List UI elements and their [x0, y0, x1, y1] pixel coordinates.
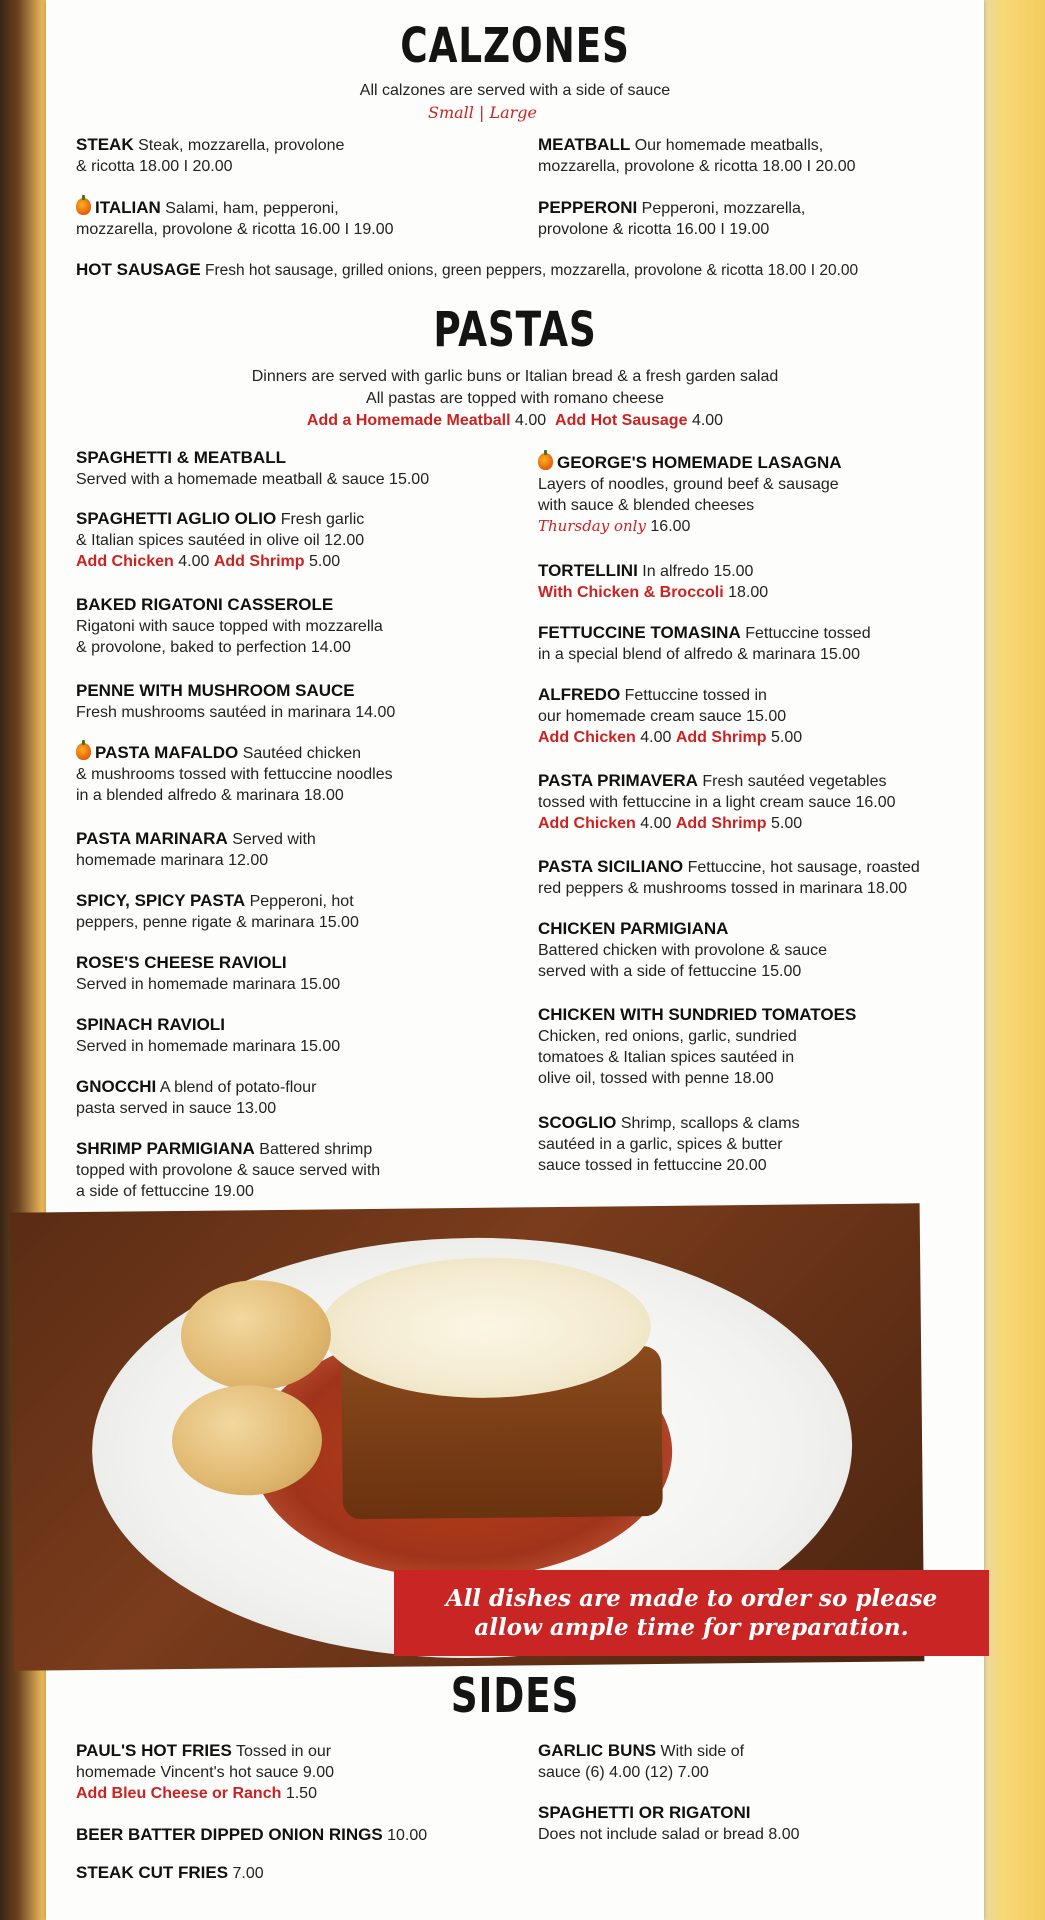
- pasta-tortellini: [538, 560, 978, 603]
- pastas-note-1: Dinners are served with garlic buns or Italian bread & a fresh garden salad: [251, 368, 779, 385]
- item-desc: In alfredo 15.00: [642, 563, 754, 580]
- calzones-note: All calzones are served with a side of sauce: [359, 82, 671, 99]
- item-desc: Rigatoni with sauce topped with mozzarella: [76, 618, 383, 635]
- item-desc: Fresh mushrooms sautéed in marinara 14.00: [76, 704, 396, 721]
- item-name: BEER BATTER DIPPED ONION RINGS: [76, 1825, 383, 1844]
- item-desc: Tossed in our: [235, 1743, 332, 1760]
- item-name: PENNE WITH MUSHROOM SAUCE: [76, 681, 355, 700]
- thursday-note: Thursday only: [538, 517, 646, 535]
- item-desc: Fresh sautéed vegetables: [702, 773, 887, 790]
- item-desc: homemade Vincent's hot sauce 9.00: [76, 1764, 335, 1781]
- pasta-primavera: [538, 770, 988, 834]
- item-desc: Pepperoni, mozzarella,: [641, 200, 806, 217]
- item-price: 16.00: [650, 518, 691, 535]
- item-name: MEATBALL: [538, 135, 631, 154]
- addon-price: 1.50: [285, 1785, 317, 1802]
- item-price: 7.00: [232, 1865, 264, 1882]
- addon-price: 4.00: [178, 553, 210, 570]
- pasta-alfredo: [538, 684, 978, 748]
- pasta-gnocchi: [76, 1076, 516, 1119]
- item-desc: Salami, ham, pepperoni,: [165, 200, 339, 217]
- item-desc: Chicken, red onions, garlic, sundried: [538, 1028, 797, 1045]
- pastas-title: PASTAS: [433, 302, 597, 358]
- hot-pepper-icon: [76, 743, 91, 760]
- addon-label: Add Chicken: [538, 729, 636, 746]
- item-name: PASTA MAFALDO: [95, 743, 239, 762]
- pasta-siciliano: [538, 856, 988, 899]
- addon-meatball-price: 4.00: [514, 412, 547, 429]
- item-desc: tossed with fettuccine in a light cream sauce 16.00: [538, 794, 896, 811]
- item-name: SCOGLIO: [538, 1113, 617, 1132]
- banner-line-1: All dishes are made to order so please: [445, 1585, 938, 1612]
- item-desc: mozzarella, provolone & ricotta 18.00 I 20.00: [538, 158, 856, 175]
- item-name: SPAGHETTI & MEATBALL: [76, 448, 286, 467]
- addon-price: 5.00: [770, 729, 803, 746]
- item-desc: sauce (6) 4.00 (12) 7.00: [538, 1764, 709, 1781]
- item-desc: & mushrooms tossed with fettuccine noodles: [76, 766, 393, 783]
- addon-sausage-price: 4.00: [691, 412, 724, 429]
- item-name: SPAGHETTI AGLIO OLIO: [76, 509, 277, 528]
- pasta-marinara: [76, 828, 516, 871]
- item-name: BAKED RIGATONI CASSEROLE: [76, 595, 334, 614]
- item-desc: served with a side of fettuccine 15.00: [538, 963, 802, 980]
- item-desc: & Italian spices sautéed in olive oil 12.00: [76, 532, 365, 549]
- item-name: PAUL'S HOT FRIES: [76, 1741, 232, 1760]
- side-garlic-buns: [538, 1740, 978, 1783]
- item-desc: Battered chicken with provolone & sauce: [538, 942, 828, 959]
- item-name: ITALIAN: [95, 198, 161, 217]
- addon-label: Add Chicken: [76, 553, 174, 570]
- calzone-italian: [76, 197, 516, 240]
- calzone-hot-sausage: [76, 259, 976, 281]
- pasta-lasagna: [538, 452, 978, 537]
- item-desc: Does not include salad or bread 8.00: [538, 1826, 800, 1843]
- side-spaghetti-rigatoni: [538, 1802, 978, 1845]
- addon-sausage-label: Add Hot Sausage: [555, 412, 688, 429]
- pasta-spinach-ravioli: [76, 1014, 516, 1057]
- addon-meatball-label: Add a Homemade Meatball: [306, 412, 511, 429]
- pasta-cheese-ravioli: [76, 952, 516, 995]
- item-desc: sautéed in a garlic, spices & butter: [538, 1136, 783, 1153]
- item-name: STEAK: [76, 135, 134, 154]
- calzone-pepperoni: [538, 197, 978, 240]
- pasta-baked-rigatoni: [76, 594, 516, 658]
- pasta-shrimp-parmigiana: [76, 1138, 516, 1202]
- calzones-title: CALZONES: [400, 18, 630, 74]
- item-desc: Fettuccine tossed in: [624, 687, 767, 704]
- item-desc: peppers, penne rigate & marinara 15.00: [76, 914, 359, 931]
- addon-label: Add Chicken: [538, 815, 636, 832]
- addon-price: 4.00: [640, 815, 672, 832]
- item-desc: Served in homemade marinara 15.00: [76, 976, 341, 993]
- item-name: ROSE'S CHEESE RAVIOLI: [76, 953, 287, 972]
- item-desc: Served in homemade marinara 15.00: [76, 1038, 341, 1055]
- pasta-chicken-parmigiana: [538, 918, 978, 982]
- item-desc: Layers of noodles, ground beef & sausage: [538, 476, 839, 493]
- item-name: PEPPERONI: [538, 198, 638, 217]
- item-desc: topped with provolone & sauce served with: [76, 1162, 381, 1179]
- item-desc: pasta served in sauce 13.00: [76, 1100, 277, 1117]
- item-name: PASTA PRIMAVERA: [538, 771, 698, 790]
- addon-price: 5.00: [308, 553, 341, 570]
- item-desc: mozzarella, provolone & ricotta 16.00 I 19.00: [76, 221, 394, 238]
- item-name: GNOCCHI: [76, 1077, 157, 1096]
- pasta-penne-mushroom: [76, 680, 516, 723]
- pasta-aglio-olio: [76, 508, 516, 572]
- item-desc: & provolone, baked to perfection 14.00: [76, 639, 351, 656]
- side-pauls-hot-fries: [76, 1740, 516, 1804]
- item-desc: a side of fettuccine 19.00: [76, 1183, 254, 1200]
- item-name: TORTELLINI: [538, 561, 638, 580]
- item-name: FETTUCCINE TOMASINA: [538, 623, 741, 642]
- hot-pepper-icon: [76, 198, 91, 215]
- addon-price: 18.00: [728, 584, 769, 601]
- calzones-size-note: Small | Large: [428, 103, 537, 122]
- pasta-fettuccine-tomasina: [538, 622, 978, 665]
- pasta-scoglio: [538, 1112, 978, 1176]
- item-desc: Fettuccine tossed: [745, 625, 871, 642]
- item-desc: Fettuccine, hot sausage, roasted: [687, 859, 920, 876]
- pasta-mafaldo: [76, 742, 516, 806]
- item-name: CHICKEN WITH SUNDRIED TOMATOES: [538, 1005, 857, 1024]
- item-name: GARLIC BUNS: [538, 1741, 657, 1760]
- item-desc: With side of: [660, 1743, 745, 1760]
- banner-line-2: allow ample time for preparation.: [474, 1614, 909, 1641]
- item-name: ALFREDO: [538, 685, 621, 704]
- item-name: PASTA MARINARA: [76, 829, 228, 848]
- item-name: SPAGHETTI OR RIGATONI: [538, 1803, 751, 1822]
- right-background-edge: [982, 0, 1045, 1920]
- item-desc: Fresh garlic: [280, 511, 365, 528]
- pastas-addons: [46, 412, 984, 430]
- item-name: GEORGE'S HOMEMADE LASAGNA: [557, 453, 842, 472]
- side-onion-rings: [76, 1824, 516, 1846]
- item-desc: Our homemade meatballs,: [634, 137, 824, 154]
- addon-price: 5.00: [770, 815, 803, 832]
- addon-label: Add Shrimp: [675, 815, 767, 832]
- item-desc: sauce tossed in fettuccine 20.00: [538, 1157, 767, 1174]
- addon-price: 4.00: [640, 729, 672, 746]
- addon-label: With Chicken & Broccoli: [538, 584, 724, 601]
- item-desc: in a special blend of alfredo & marinara 15.00: [538, 646, 860, 663]
- item-desc: Battered shrimp: [259, 1141, 373, 1158]
- item-desc: provolone & ricotta 16.00 I 19.00: [538, 221, 770, 238]
- item-name: SPINACH RAVIOLI: [76, 1015, 225, 1034]
- item-desc: Served with: [232, 831, 316, 848]
- sides-title: SIDES: [450, 1668, 580, 1724]
- side-steak-cut-fries: [76, 1862, 516, 1884]
- item-name: HOT SAUSAGE: [76, 260, 201, 279]
- item-desc: olive oil, tossed with penne 18.00: [538, 1070, 774, 1087]
- item-price: 10.00: [387, 1827, 428, 1844]
- addon-label: Add Shrimp: [675, 729, 767, 746]
- pastas-note-2: All pastas are topped with romano cheese: [366, 390, 664, 407]
- item-desc: Sautéed chicken: [242, 745, 361, 762]
- pasta-spicy: [76, 890, 516, 933]
- item-desc: tomatoes & Italian spices sautéed in: [538, 1049, 795, 1066]
- item-desc: & ricotta 18.00 I 20.00: [76, 158, 233, 175]
- item-name: CHICKEN PARMIGIANA: [538, 919, 729, 938]
- item-name: STEAK CUT FRIES: [76, 1863, 229, 1882]
- hot-pepper-icon: [538, 453, 553, 470]
- item-desc: Served with a homemade meatball & sauce 15.00: [76, 471, 430, 488]
- item-name: SHRIMP PARMIGIANA: [76, 1139, 255, 1158]
- item-desc: Fresh hot sausage, grilled onions, green peppers, mozzarella, provolone & ricotta 18.00 I 20.00: [205, 262, 859, 279]
- item-desc: our homemade cream sauce 15.00: [538, 708, 787, 725]
- item-desc: Steak, mozzarella, provolone: [138, 137, 345, 154]
- preparation-banner: [394, 1570, 989, 1656]
- item-desc: Pepperoni, hot: [249, 893, 354, 910]
- addon-label: Add Shrimp: [213, 553, 305, 570]
- item-desc: with sauce & blended cheeses: [538, 497, 755, 514]
- item-name: PASTA SICILIANO: [538, 857, 684, 876]
- item-name: SPICY, SPICY PASTA: [76, 891, 246, 910]
- item-desc: in a blended alfredo & marinara 18.00: [76, 787, 344, 804]
- item-desc: A blend of potato-flour: [159, 1079, 317, 1096]
- calzone-steak: [76, 134, 516, 177]
- item-desc: homemade marinara 12.00: [76, 852, 269, 869]
- addon-label: Add Bleu Cheese or Ranch: [76, 1785, 282, 1802]
- pasta-chicken-sundried: [538, 1004, 978, 1089]
- calzone-meatball: [538, 134, 978, 177]
- item-desc: Shrimp, scallops & clams: [620, 1115, 800, 1132]
- pasta-spaghetti-meatball: [76, 447, 516, 490]
- item-desc: red peppers & mushrooms tossed in marinara 18.00: [538, 880, 908, 897]
